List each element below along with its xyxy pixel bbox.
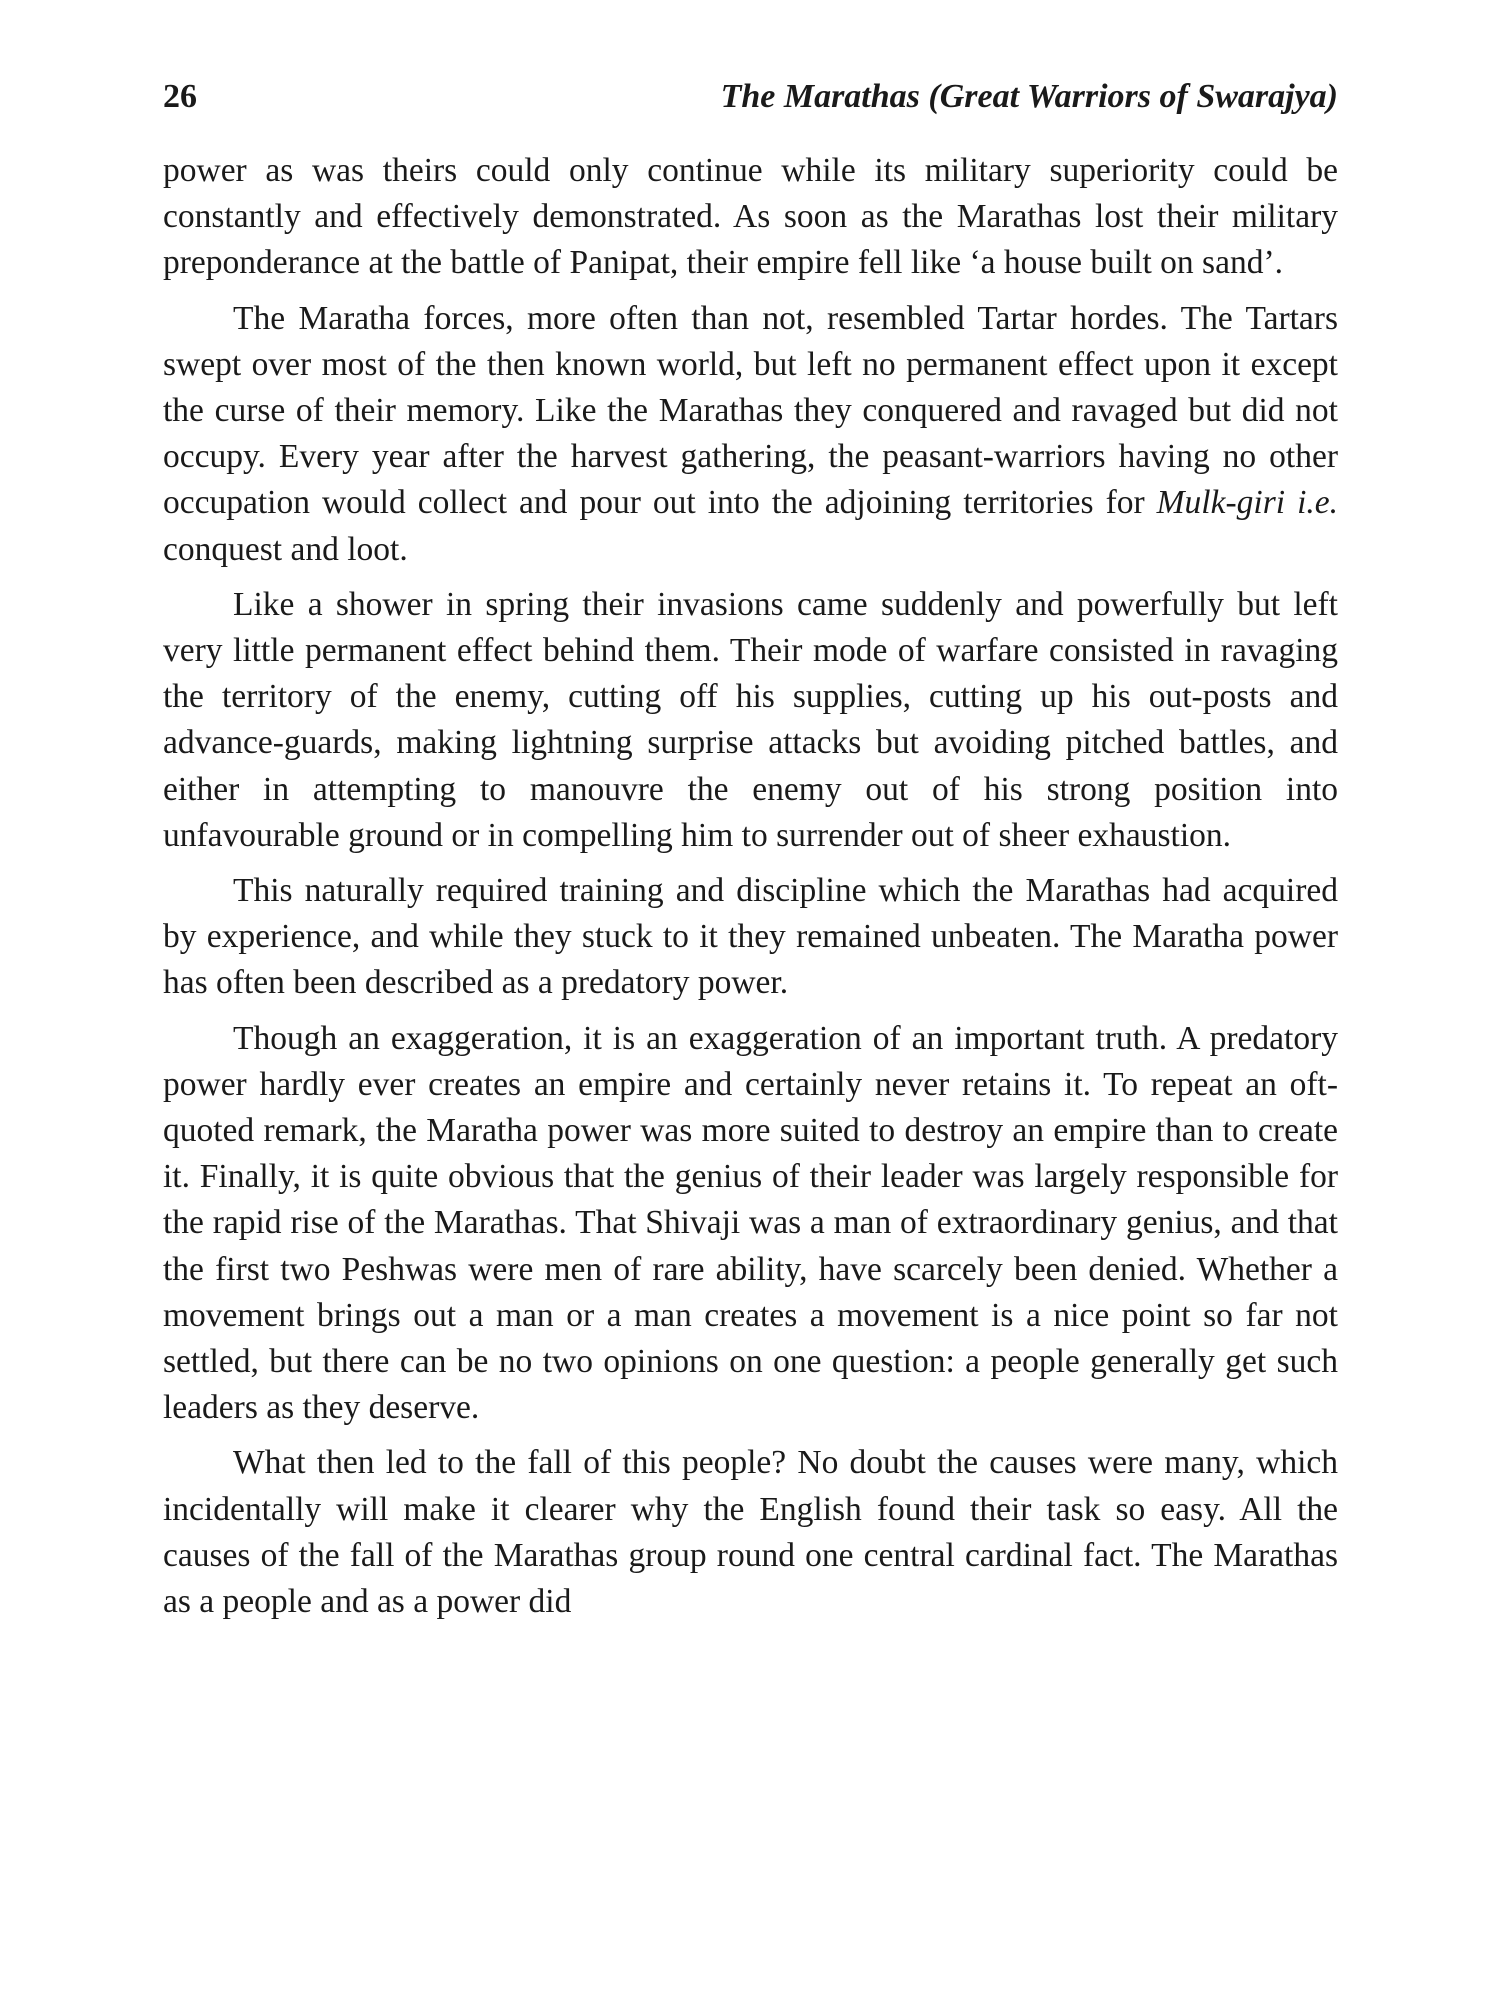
paragraph-5: Though an exaggeration, it is an exaggeration of an important truth. A predatory power hardly ever creates an empire and certainly never retains it. To repeat an oft-quoted remark, the Maratha power was more suited to destroy an empire than to create it. Finally, it is quite obvious that the genius of their leader was largely responsible for the rapid rise of the Marathas. That Shivaji was a man of extraordinary genius, and that the first two Peshwas were men of rare ability, have scarcely been denied. Whether a movement brings out a man or a man creates a movement is a nice point so far not settled, but there can be no two opinions on one question: a people generally get such leaders as they deserve. (163, 1019, 1338, 1427)
paragraph-2 (163, 296, 1338, 573)
paragraph-2-tail: conquest and loot. (163, 530, 408, 568)
mulk-giri-term: Mulk-giri i.e. (1156, 484, 1338, 522)
page-number: 26 (163, 78, 197, 115)
paragraph-2-text: The Maratha forces, more often than not, resembled Tartar hordes. The Tartars swept over most of the then known world, but left no permanent effect upon it except the curse of their memory. Like the Marathas they conquered and ravaged but did not occupy. Every year after the harvest gathering, the peasant-warriors having no other occupation would collect and pour out into the adjoining territories for (163, 299, 1338, 522)
paragraph-6: What then led to the fall of this people? No doubt the causes were many, which incidentally will make it clearer why the English found their task so easy. All the causes of the fall of the Marathas group round one central cardinal fact. The Marathas as a people and as a power did (163, 1444, 1338, 1621)
paragraph-1: power as was theirs could only continue while its military superiority could be constantly and effectively demonstrated. As soon as the Marathas lost their military preponderance at the battle of Panipat, their empire fell like ‘a house built on sand’. (163, 152, 1338, 282)
paragraph-3: Like a shower in spring their invasions came suddenly and powerfully but left very little permanent effect behind them. Their mode of warfare consisted in ravaging the territory of the enemy, cutting off his supplies, cutting up his out-posts and advance-guards, making lightning surprise attacks but avoiding pitched battles, and either in attempting to manouvre the enemy out of his strong position into unfavourable ground or in compelling him to surrender out of sheer exhaustion. (163, 585, 1338, 854)
paragraph-4: This naturally required training and discipline which the Marathas had acquired by experience, and while they stuck to it they remained unbeaten. The Maratha power has often been described as a predatory power. (163, 872, 1338, 1002)
body-text (163, 148, 1338, 1634)
running-header (163, 72, 1338, 122)
book-title: The Marathas (Great Warriors of Swarajya) (720, 78, 1338, 115)
